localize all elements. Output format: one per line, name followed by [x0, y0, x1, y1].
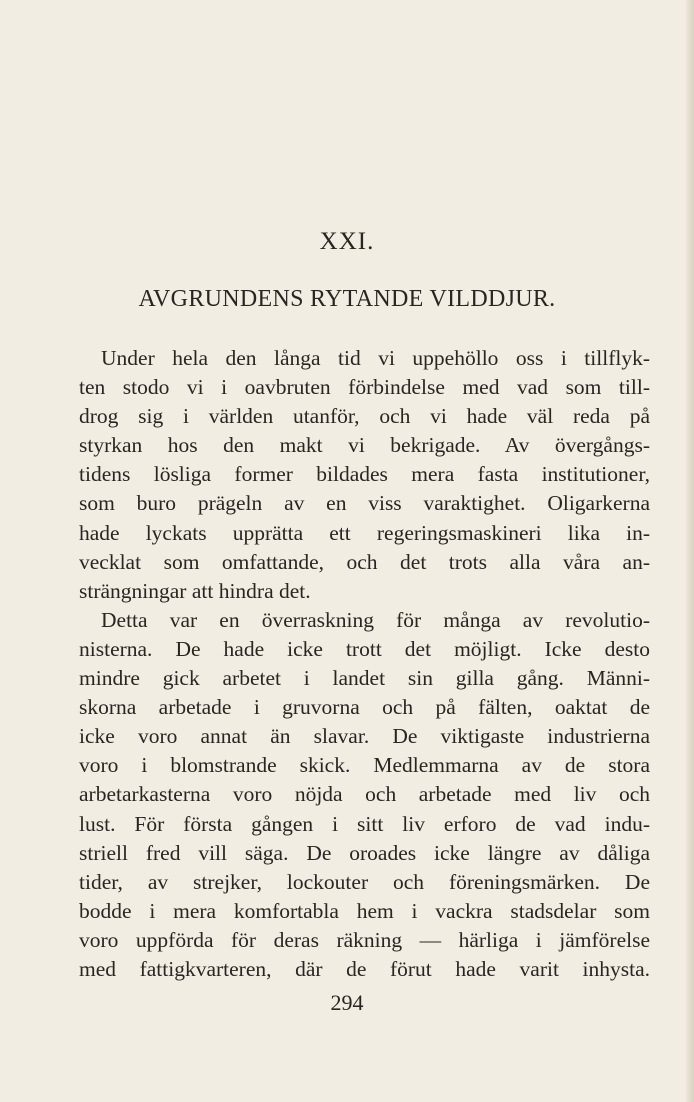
text-line: tider, av strejker, lockouter och föreningsmärken. De	[79, 869, 650, 894]
text-line: arbetarkasterna voro nöjda och arbetade med liv och	[79, 782, 650, 807]
text-line: icke voro annat än slavar. De viktigaste industrierna	[79, 724, 650, 749]
chapter-number: XXI.	[319, 228, 375, 255]
body-text	[79, 344, 650, 984]
text-line: ten stodo vi i oavbruten förbindelse med vad som till-	[79, 375, 650, 400]
chapter-title: AVGRUNDENS RYTANDE VILDDJUR.	[138, 286, 556, 312]
text-line: som buro prägeln av en viss varaktighet. Oligarkerna	[79, 491, 650, 516]
text-line: striell fred vill säga. De oroades icke längre av dåliga	[79, 840, 650, 865]
text-line: strängningar att hindra det.	[79, 578, 311, 603]
text-line: styrkan hos den makt vi bekrigade. Av övergångs-	[79, 433, 650, 458]
page-number: 294	[330, 990, 364, 1015]
text-line: mindre gick arbetet i landet sin gilla gång. Männi-	[79, 666, 650, 691]
text-line: skorna arbetade i gruvorna och på fälten, oaktat de	[79, 695, 650, 720]
text-line: voro i blomstrande skick. Medlemmarna av de stora	[79, 753, 650, 778]
text-line: hade lyckats upprätta ett regeringsmaskineri lika in-	[79, 520, 650, 545]
text-line: Detta var en överraskning för många av revolutio-	[101, 607, 650, 632]
text-line: voro uppförda för deras räkning — härliga i jämförelse	[79, 927, 650, 952]
text-line: bodde i mera komfortabla hem i vackra stadsdelar som	[79, 898, 650, 923]
text-line: nisterna. De hade icke trott det möjligt. Icke desto	[79, 636, 650, 661]
page-edge	[686, 0, 694, 1102]
text-line: tidens lösliga former bildades mera fasta institutioner,	[79, 462, 650, 487]
text-line: med fattigkvarteren, där de förut hade varit inhysta.	[79, 956, 650, 981]
paragraph-2	[79, 606, 650, 984]
text-line: vecklat som omfattande, och det trots alla våra an-	[79, 549, 650, 574]
text-line: Under hela den långa tid vi uppehöllo oss i tillflyk-	[101, 346, 650, 370]
paragraph-1	[79, 344, 650, 606]
text-line: drog sig i världen utanför, och vi hade väl reda på	[79, 404, 650, 429]
text-line: lust. För första gången i sitt liv erforo de vad indu-	[79, 811, 650, 836]
